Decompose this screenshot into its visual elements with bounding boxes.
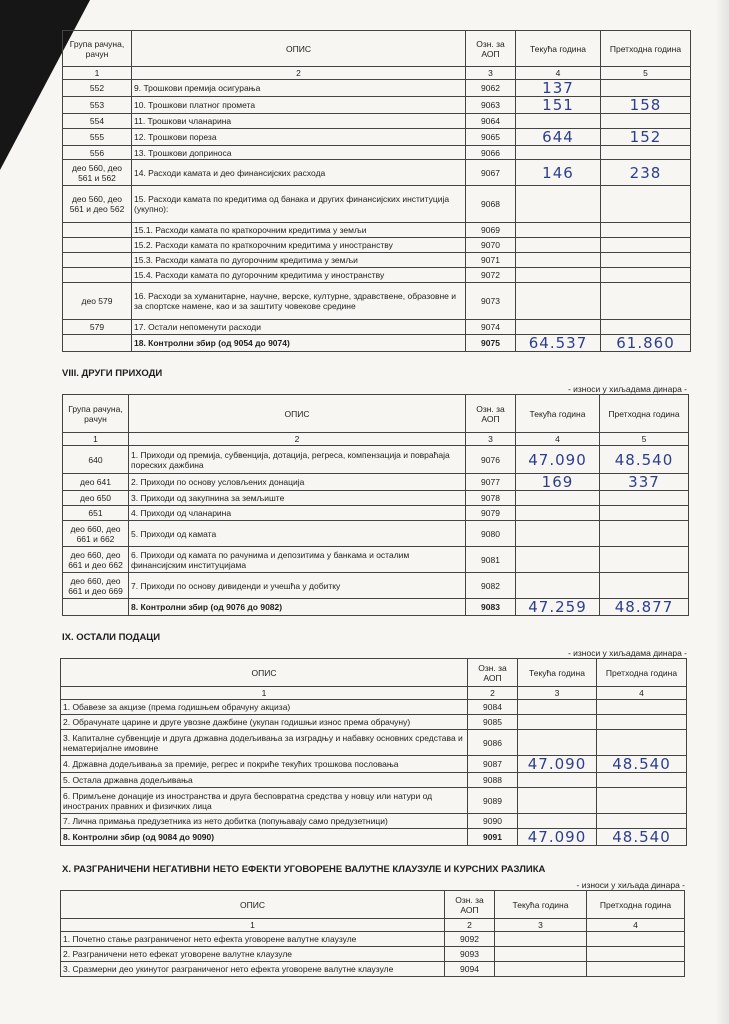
table-row bbox=[63, 446, 689, 474]
previous-cell bbox=[597, 700, 687, 715]
current-cell: 47.090 bbox=[518, 756, 597, 773]
group-cell: 579 bbox=[63, 320, 132, 335]
header-aop: Озн. за АОП bbox=[445, 891, 495, 919]
group-cell: део 579 bbox=[63, 283, 132, 320]
colnum: 1 bbox=[63, 433, 129, 446]
desc-cell: 1. Почетно стање разграниченог нето ефекта уговорене валутне клаузуле bbox=[61, 932, 445, 947]
scan-edge-shadow bbox=[715, 0, 729, 1024]
total-current: 47.090 bbox=[518, 829, 597, 846]
group-cell: део 650 bbox=[63, 491, 129, 506]
previous-cell: 158 bbox=[601, 97, 691, 114]
group-cell: 640 bbox=[63, 446, 129, 474]
desc-cell: 9. Трошкови премија осигурања bbox=[132, 80, 466, 97]
current-cell bbox=[516, 223, 601, 238]
table-row bbox=[63, 283, 691, 320]
unit-note: - износи у хиљада динара - bbox=[576, 880, 685, 890]
desc-cell: 5. Приходи од камата bbox=[129, 521, 466, 547]
table-row bbox=[63, 97, 691, 114]
desc-cell: 2. Разграничени нето ефекат уговорене валутне клаузуле bbox=[61, 947, 445, 962]
header-aop: Озн. за АОП bbox=[466, 31, 516, 67]
current-cell bbox=[516, 283, 601, 320]
previous-cell bbox=[601, 146, 691, 160]
column-number-row bbox=[61, 687, 687, 700]
previous-cell bbox=[601, 238, 691, 253]
current-cell: 146 bbox=[516, 160, 601, 186]
total-current: 47.259 bbox=[516, 599, 600, 616]
total-row bbox=[63, 335, 691, 352]
table-row bbox=[63, 521, 689, 547]
aop-cell: 9078 bbox=[466, 491, 516, 506]
group-cell bbox=[63, 253, 132, 268]
current-cell bbox=[495, 947, 587, 962]
aop-cell: 9092 bbox=[445, 932, 495, 947]
previous-cell bbox=[597, 773, 687, 788]
colnum: 1 bbox=[61, 919, 445, 932]
total-desc: 8. Контролни збир (од 9084 до 9090) bbox=[61, 829, 468, 846]
aop-cell: 9084 bbox=[468, 700, 518, 715]
desc-cell: 3. Капиталне субвенције и друга државна додељивања за изградњу и набавку основних средстава и нематеријалне имовине bbox=[61, 730, 468, 756]
aop-cell: 9076 bbox=[466, 446, 516, 474]
group-cell: део 660, део 661 и део 662 bbox=[63, 547, 129, 573]
current-cell bbox=[516, 146, 601, 160]
desc-cell: 13. Трошкови доприноса bbox=[132, 146, 466, 160]
current-cell bbox=[518, 814, 597, 829]
total-row bbox=[61, 829, 687, 846]
header-previous: Претходна година bbox=[601, 31, 691, 67]
previous-cell bbox=[601, 186, 691, 223]
group-cell: део 560, део 561 и 562 bbox=[63, 160, 132, 186]
table-row bbox=[63, 186, 691, 223]
current-cell bbox=[518, 715, 597, 730]
aop-cell: 9089 bbox=[468, 788, 518, 814]
desc-cell: 15.4. Расходи камата по дугорочним кредитима у иностранству bbox=[132, 268, 466, 283]
group-cell: 553 bbox=[63, 97, 132, 114]
aop-cell: 9062 bbox=[466, 80, 516, 97]
aop-cell: 9087 bbox=[468, 756, 518, 773]
previous-cell bbox=[600, 573, 689, 599]
previous-cell bbox=[587, 962, 685, 977]
group-cell: 651 bbox=[63, 506, 129, 521]
total-previous: 61.860 bbox=[601, 335, 691, 352]
group-cell: део 660, део 661 и део 669 bbox=[63, 573, 129, 599]
header-desc: ОПИС bbox=[61, 659, 468, 687]
current-cell bbox=[516, 238, 601, 253]
colnum: 3 bbox=[495, 919, 587, 932]
header-current: Текућа година bbox=[518, 659, 597, 687]
header-current: Текућа година bbox=[516, 31, 601, 67]
table-row bbox=[63, 506, 689, 521]
section-title-currency-clause: X. РАЗГРАНИЧЕНИ НЕГАТИВНИ НЕТО ЕФЕКТИ УГОВОРЕНЕ ВАЛУТНЕ КЛАУЗУЛЕ И КУРСНИХ РАЗЛИКА bbox=[62, 864, 546, 875]
previous-cell bbox=[601, 320, 691, 335]
desc-cell: 17. Остали непоменути расходи bbox=[132, 320, 466, 335]
header-row bbox=[63, 31, 691, 67]
aop-cell: 9090 bbox=[468, 814, 518, 829]
colnum: 2 bbox=[132, 67, 466, 80]
total-desc: 18. Контролни збир (од 9054 до 9074) bbox=[132, 335, 466, 352]
section-title-other-data: IX. ОСТАЛИ ПОДАЦИ bbox=[62, 632, 161, 643]
previous-cell bbox=[601, 268, 691, 283]
table-row bbox=[63, 474, 689, 491]
desc-cell: 15.2. Расходи камата по краткорочним кредитима у иностранству bbox=[132, 238, 466, 253]
header-group: Група рачуна, рачун bbox=[63, 395, 129, 433]
total-previous: 48.877 bbox=[600, 599, 689, 616]
colnum: 5 bbox=[601, 67, 691, 80]
aop-cell: 9071 bbox=[466, 253, 516, 268]
current-cell bbox=[495, 962, 587, 977]
table-row bbox=[61, 756, 687, 773]
other-data-table bbox=[60, 658, 687, 846]
desc-cell: 6. Приходи од камата по рачунима и депозитима у банкама и осталим финансијским институцијама bbox=[129, 547, 466, 573]
desc-cell: 1. Обавезе за акцизе (према годишњем обрачуну акциза) bbox=[61, 700, 468, 715]
current-cell bbox=[516, 506, 600, 521]
header-aop: Озн. за АОП bbox=[466, 395, 516, 433]
expenses-table bbox=[62, 30, 691, 352]
current-cell: 47.090 bbox=[516, 446, 600, 474]
desc-cell: 4. Државна додељивања за премије, регрес и покриће текућих трошкова пословања bbox=[61, 756, 468, 773]
current-cell: 151 bbox=[516, 97, 601, 114]
current-cell bbox=[518, 788, 597, 814]
current-cell: 137 bbox=[516, 80, 601, 97]
colnum: 5 bbox=[600, 433, 689, 446]
desc-cell: 15.3. Расходи камата по дугорочним кредитима у земљи bbox=[132, 253, 466, 268]
header-group: Група рачуна, рачун bbox=[63, 31, 132, 67]
group-cell: део 660, део 661 и 662 bbox=[63, 521, 129, 547]
header-current: Текућа година bbox=[495, 891, 587, 919]
colnum: 3 bbox=[466, 67, 516, 80]
group-cell: 554 bbox=[63, 114, 132, 129]
current-cell bbox=[495, 932, 587, 947]
table-row bbox=[61, 730, 687, 756]
colnum: 4 bbox=[516, 67, 601, 80]
table-row bbox=[63, 320, 691, 335]
group-cell: 552 bbox=[63, 80, 132, 97]
aop-cell: 9093 bbox=[445, 947, 495, 962]
current-cell bbox=[518, 730, 597, 756]
header-desc: ОПИС bbox=[61, 891, 445, 919]
desc-cell: 15.1. Расходи камата по краткорочним кредитима у земљи bbox=[132, 223, 466, 238]
table-row bbox=[63, 114, 691, 129]
other-income-table bbox=[62, 394, 689, 616]
previous-cell bbox=[600, 491, 689, 506]
total-aop: 9075 bbox=[466, 335, 516, 352]
header-desc: ОПИС bbox=[129, 395, 466, 433]
previous-cell: 337 bbox=[600, 474, 689, 491]
previous-cell bbox=[587, 932, 685, 947]
colnum: 2 bbox=[129, 433, 466, 446]
header-previous: Претходна година bbox=[597, 659, 687, 687]
colnum: 4 bbox=[597, 687, 687, 700]
aop-cell: 9094 bbox=[445, 962, 495, 977]
previous-cell: 238 bbox=[601, 160, 691, 186]
table-row bbox=[63, 268, 691, 283]
desc-cell: 11. Трошкови чланарина bbox=[132, 114, 466, 129]
current-cell bbox=[516, 573, 600, 599]
group-cell: 556 bbox=[63, 146, 132, 160]
current-cell bbox=[516, 114, 601, 129]
table-row bbox=[63, 80, 691, 97]
previous-cell bbox=[601, 223, 691, 238]
aop-cell: 9072 bbox=[466, 268, 516, 283]
total-desc: 8. Контролни збир (од 9076 до 9082) bbox=[129, 599, 466, 616]
current-cell bbox=[516, 491, 600, 506]
previous-cell bbox=[597, 788, 687, 814]
aop-cell: 9074 bbox=[466, 320, 516, 335]
aop-cell: 9065 bbox=[466, 129, 516, 146]
previous-cell bbox=[597, 730, 687, 756]
column-number-row bbox=[63, 67, 691, 80]
desc-cell: 2. Приходи по основу условљених донација bbox=[129, 474, 466, 491]
colnum: 4 bbox=[587, 919, 685, 932]
desc-cell: 14. Расходи камата и део финансијских расхода bbox=[132, 160, 466, 186]
table-row bbox=[63, 547, 689, 573]
current-cell bbox=[516, 253, 601, 268]
colnum: 2 bbox=[468, 687, 518, 700]
aop-cell: 9077 bbox=[466, 474, 516, 491]
previous-cell bbox=[600, 521, 689, 547]
group-cell bbox=[63, 599, 129, 616]
aop-cell: 9067 bbox=[466, 160, 516, 186]
previous-cell: 152 bbox=[601, 129, 691, 146]
header-row bbox=[61, 659, 687, 687]
table-row bbox=[61, 932, 685, 947]
desc-cell: 7. Лична примања предузетника из нето добитка (попуњавају само предузетници) bbox=[61, 814, 468, 829]
previous-cell bbox=[600, 547, 689, 573]
current-cell bbox=[516, 268, 601, 283]
colnum: 3 bbox=[518, 687, 597, 700]
total-current: 64.537 bbox=[516, 335, 601, 352]
table-row bbox=[63, 146, 691, 160]
colnum: 3 bbox=[466, 433, 516, 446]
column-number-row bbox=[61, 919, 685, 932]
aop-cell: 9070 bbox=[466, 238, 516, 253]
table-row bbox=[63, 160, 691, 186]
desc-cell: 3. Приходи од закупнина за земљиште bbox=[129, 491, 466, 506]
aop-cell: 9080 bbox=[466, 521, 516, 547]
aop-cell: 9068 bbox=[466, 186, 516, 223]
unit-note: - износи у хиљадама динара - bbox=[567, 384, 687, 394]
group-cell bbox=[63, 238, 132, 253]
group-cell: део 560, део 561 и део 562 bbox=[63, 186, 132, 223]
desc-cell: 2. Обрачунате царине и друге увозне дажбине (укупан годишњи износ према обрачуну) bbox=[61, 715, 468, 730]
previous-cell bbox=[597, 715, 687, 730]
aop-cell: 9069 bbox=[466, 223, 516, 238]
previous-cell: 48.540 bbox=[597, 756, 687, 773]
table-row bbox=[61, 814, 687, 829]
total-aop: 9083 bbox=[466, 599, 516, 616]
table-row bbox=[61, 788, 687, 814]
desc-cell: 6. Примљене донације из иностранства и друга бесповратна средства у новцу или натури од иностраних правних и физичких лица bbox=[61, 788, 468, 814]
group-cell: део 641 bbox=[63, 474, 129, 491]
desc-cell: 5. Остала државна додељивања bbox=[61, 773, 468, 788]
current-cell bbox=[518, 773, 597, 788]
table-row bbox=[61, 947, 685, 962]
current-cell bbox=[516, 547, 600, 573]
table-row bbox=[63, 238, 691, 253]
aop-cell: 9082 bbox=[466, 573, 516, 599]
colnum: 2 bbox=[445, 919, 495, 932]
desc-cell: 10. Трошкови платног промета bbox=[132, 97, 466, 114]
section-title-other-income: VIII. ДРУГИ ПРИХОДИ bbox=[62, 368, 163, 379]
aop-cell: 9063 bbox=[466, 97, 516, 114]
table-row bbox=[61, 962, 685, 977]
desc-cell: 15. Расходи камата по кредитима од банака и других финансијских институција (укупно): bbox=[132, 186, 466, 223]
aop-cell: 9064 bbox=[466, 114, 516, 129]
desc-cell: 3. Сразмерни део укинутог разграниченог нето ефекта уговорене валутне клаузуле bbox=[61, 962, 445, 977]
header-row bbox=[63, 395, 689, 433]
aop-cell: 9066 bbox=[466, 146, 516, 160]
aop-cell: 9081 bbox=[466, 547, 516, 573]
current-cell bbox=[516, 521, 600, 547]
desc-cell: 4. Приходи од чланарина bbox=[129, 506, 466, 521]
aop-cell: 9073 bbox=[466, 283, 516, 320]
aop-cell: 9088 bbox=[468, 773, 518, 788]
current-cell bbox=[516, 186, 601, 223]
total-aop: 9091 bbox=[468, 829, 518, 846]
current-cell: 644 bbox=[516, 129, 601, 146]
desc-cell: 1. Приходи од премија, субвенција, дотација, регреса, компензација и повраћаја пореских дажбина bbox=[129, 446, 466, 474]
aop-cell: 9086 bbox=[468, 730, 518, 756]
desc-cell: 7. Приходи по основу дивиденди и учешћа у добитку bbox=[129, 573, 466, 599]
current-cell bbox=[518, 700, 597, 715]
desc-cell: 12. Трошкови пореза bbox=[132, 129, 466, 146]
previous-cell bbox=[601, 253, 691, 268]
colnum: 4 bbox=[516, 433, 600, 446]
table-row bbox=[61, 700, 687, 715]
currency-clause-table bbox=[60, 890, 685, 977]
header-aop: Озн. за АОП bbox=[468, 659, 518, 687]
group-cell bbox=[63, 223, 132, 238]
current-cell: 169 bbox=[516, 474, 600, 491]
colnum: 1 bbox=[63, 67, 132, 80]
previous-cell bbox=[600, 506, 689, 521]
table-row bbox=[63, 129, 691, 146]
previous-cell bbox=[587, 947, 685, 962]
header-current: Текућа година bbox=[516, 395, 600, 433]
table-row bbox=[63, 223, 691, 238]
previous-cell bbox=[601, 283, 691, 320]
previous-cell bbox=[601, 114, 691, 129]
header-previous: Претходна година bbox=[600, 395, 689, 433]
group-cell: 555 bbox=[63, 129, 132, 146]
table-row bbox=[63, 573, 689, 599]
previous-cell bbox=[601, 80, 691, 97]
header-desc: ОПИС bbox=[132, 31, 466, 67]
desc-cell: 16. Расходи за хуманитарне, научне, верске, културне, здравствене, образовне и за спортске намене, као и за заштиту човекове средине bbox=[132, 283, 466, 320]
current-cell bbox=[516, 320, 601, 335]
previous-cell bbox=[597, 814, 687, 829]
table-row bbox=[61, 773, 687, 788]
table-row bbox=[63, 491, 689, 506]
total-previous: 48.540 bbox=[597, 829, 687, 846]
unit-note: - износи у хиљадама динара - bbox=[567, 648, 687, 658]
header-previous: Претходна година bbox=[587, 891, 685, 919]
table-row bbox=[61, 715, 687, 730]
colnum: 1 bbox=[61, 687, 468, 700]
total-row bbox=[63, 599, 689, 616]
header-row bbox=[61, 891, 685, 919]
column-number-row bbox=[63, 433, 689, 446]
group-cell bbox=[63, 268, 132, 283]
group-cell bbox=[63, 335, 132, 352]
previous-cell: 48.540 bbox=[600, 446, 689, 474]
table-row bbox=[63, 253, 691, 268]
aop-cell: 9079 bbox=[466, 506, 516, 521]
aop-cell: 9085 bbox=[468, 715, 518, 730]
